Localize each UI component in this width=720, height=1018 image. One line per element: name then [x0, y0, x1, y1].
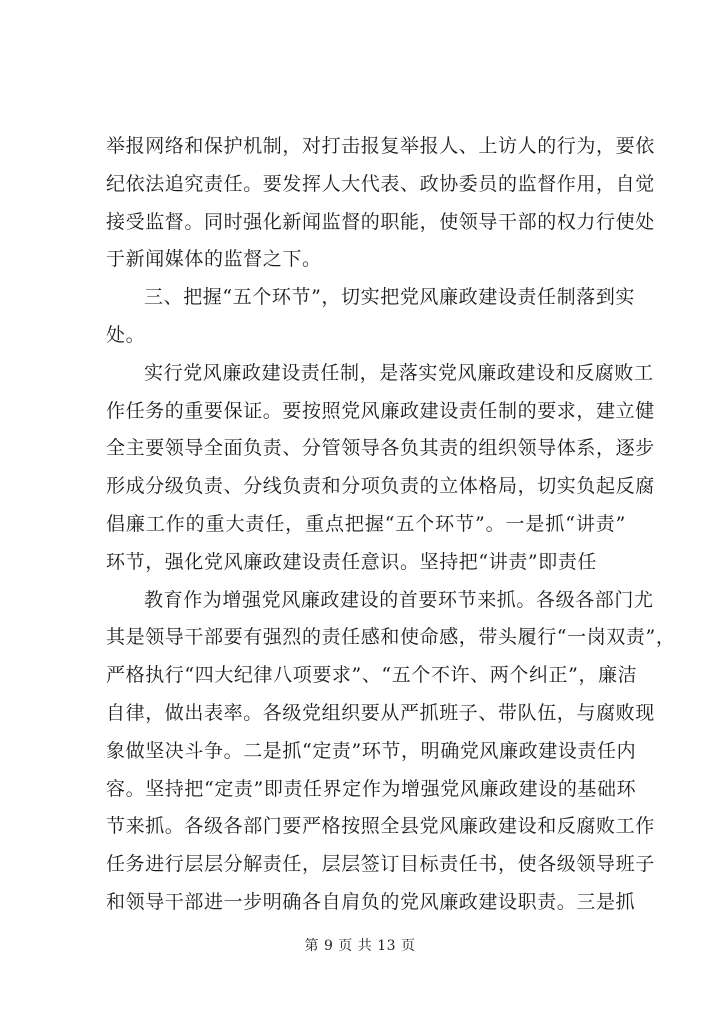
text-line: 全主要领导全面负责、分管领导各负其责的组织领导体系，逐步 — [106, 437, 655, 460]
text-line: 严格执行“四大纪律八项要求”、“五个不许、两个纠正”，廉洁 — [106, 664, 638, 687]
text-line: 举报网络和保护机制，对打击报复举报人、上访人的行为，要依 — [106, 135, 655, 157]
text-line: 自律，做出表率。各级党组织要从严抓班子、带队伍，与腐败现 — [106, 701, 655, 724]
text-line: 教育作为增强党风廉政建设的首要环节来抓。各级各部门尤 — [144, 588, 654, 611]
text-line: 接受监督。同时强化新闻监督的职能，使领导干部的权力行使处 — [106, 210, 655, 233]
text-line: 和领导干部进一步明确各自肩负的党风廉政建设职责。三是抓 — [106, 890, 636, 913]
text-line: 其是领导干部要有强烈的责任感和使命感，带头履行“一岗双责”， — [106, 626, 676, 649]
text-line: 容。坚持把“定责”即责任界定作为增强党风廉政建设的基础环 — [106, 777, 637, 800]
text-line: 实行党风廉政建设责任制，是落实党风廉政建设和反腐败工 — [144, 361, 654, 384]
text-line: 作任务的重要保证。要按照党风廉政建设责任制的要求，建立健 — [106, 399, 655, 422]
text-line: 纪依法追究责任。要发挥人大代表、政协委员的监督作用，自觉 — [106, 172, 655, 195]
text-line: 于新闻媒体的监督之下。 — [106, 248, 322, 271]
page-footer: 第 9 页 共 13 页 — [304, 938, 416, 954]
text-line: 任务进行层层分解责任，层层签订目标责任书，使各级领导班子 — [106, 853, 655, 876]
text-line: 处。 — [106, 323, 146, 346]
text-line: 倡廉工作的重大责任，重点把握“五个环节”。一是抓“讲责” — [106, 512, 626, 535]
text-line: 象做坚决斗争。二是抓“定责”环节，明确党风廉政建设责任内 — [106, 739, 637, 762]
body-text — [106, 128, 676, 922]
text-line: 节来抓。各级各部门要严格按照全县党风廉政建设和反腐败工作 — [106, 815, 655, 838]
text-line: 形成分级负责、分线负责和分项负责的立体格局，切实负起反腐 — [106, 475, 655, 498]
text-line: 环节，强化党风廉政建设责任意识。坚持把“讲责”即责任 — [106, 550, 598, 573]
text-line: 三、把握“五个环节”，切实把党风廉政建设责任制落到实 — [144, 286, 636, 309]
